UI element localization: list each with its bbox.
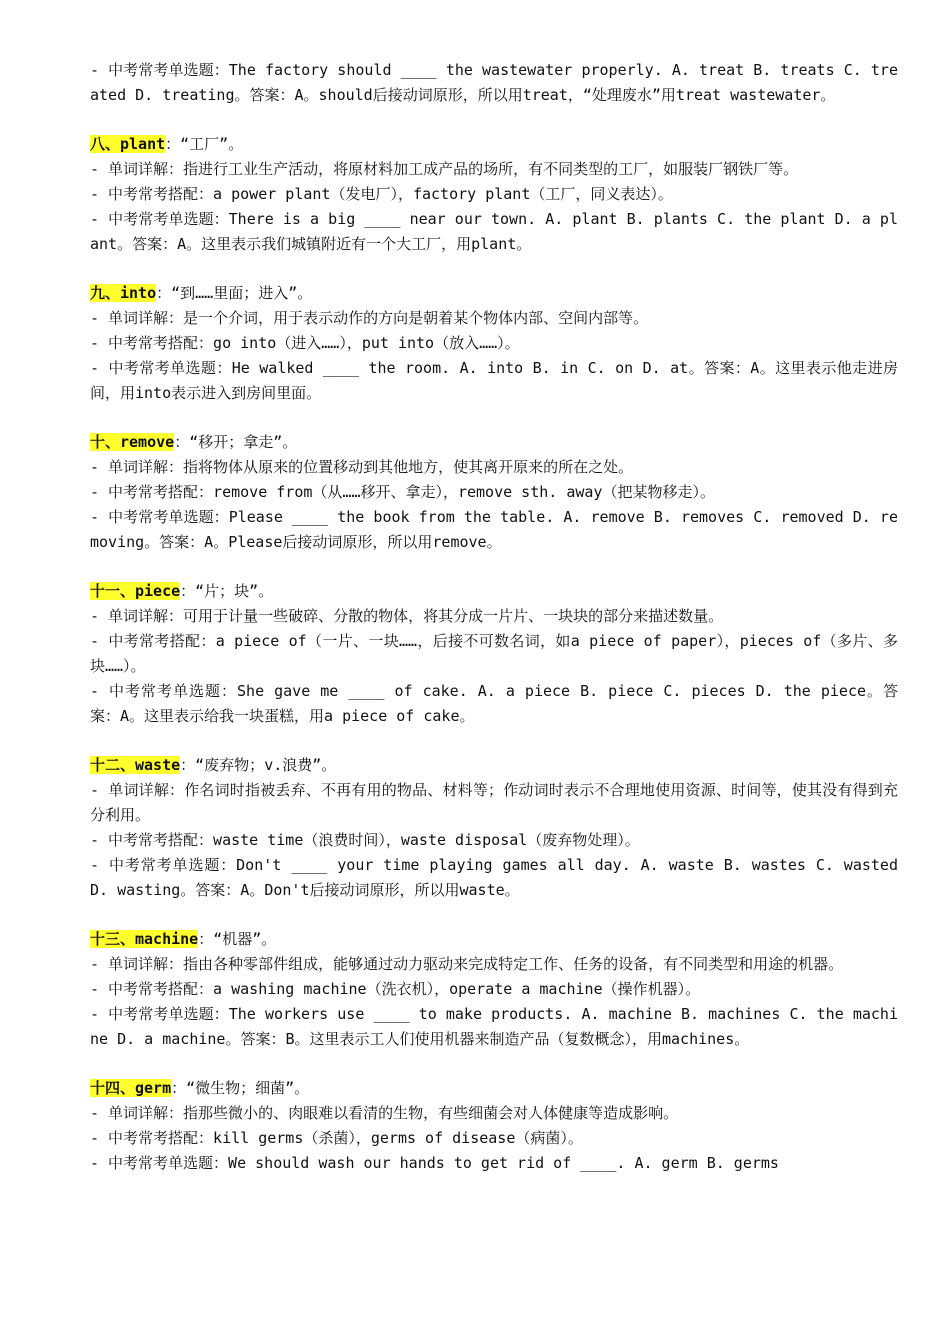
entry-detail: - 单词详解：指进行工业生产活动，将原材料加工成产品的场所，有不同类型的工厂，如服装厂钢铁厂等。	[90, 160, 799, 178]
entry-detail: - 单词详解：可用于计量一些破碎、分散的物体，将其分成一片片、一块块的部分来描述数量。	[90, 607, 724, 625]
document-page	[90, 58, 898, 1176]
entry-collocation: - 中考常考搭配：remove from（从……移开、拿走），remove sth. away（把某物移走）。	[90, 483, 715, 501]
entry-heading-line	[90, 927, 898, 952]
entry-heading: 十三、machine	[90, 930, 199, 948]
entry-heading: 十二、waste	[90, 756, 181, 774]
entry-heading-line	[90, 281, 898, 306]
entry-into	[90, 281, 898, 406]
entry-collocation: - 中考常考搭配：waste time（浪费时间），waste disposal（废弃物处理）。	[90, 831, 640, 849]
entry-meaning: ：“到……里面；进入”。	[156, 284, 313, 302]
entry-collocation: - 中考常考搭配：a washing machine（洗衣机），operate a machine（操作机器）。	[90, 980, 701, 998]
entry-detail: - 单词详解：指将物体从原来的位置移动到其他地方，使其离开原来的所在之处。	[90, 458, 634, 476]
entry-heading-line	[90, 1076, 898, 1101]
entry-question: - 中考常考单选题：She gave me ____ of cake. A. a piece B. piece C. pieces D. the piece。答案：A。这里表示给我一块蛋糕，用a piece of cake。	[90, 682, 898, 725]
entry-detail: - 单词详解：是一个介词，用于表示动作的方向是朝着某个物体内部、空间内部等。	[90, 309, 649, 327]
entry-collocation: - 中考常考搭配：a power plant（发电厂），factory plant（工厂，同义表达）。	[90, 185, 673, 203]
entry-collocation: - 中考常考搭配：kill germs（杀菌），germs of disease（病菌）。	[90, 1129, 583, 1147]
top-question: - 中考常考单选题：The factory should ____ the wastewater properly. A. treat B. treats C. treated D. treating。答案：A。should后接动词原形，所以用treat，“处理废水”用treat wastewater。	[90, 61, 898, 104]
entry-meaning: ：“机器”。	[198, 930, 277, 948]
entry-question: - 中考常考单选题：The workers use ____ to make products. A. machine B. machines C. the machine D. a machine。答案：B。这里表示工人们使用机器来制造产品（复数概念），用machines。	[90, 1005, 898, 1048]
entry-heading: 十一、piece	[90, 582, 181, 600]
entry-plant	[90, 132, 898, 257]
entry-question: - 中考常考单选题：Please ____ the book from the table. A. remove B. removes C. removed D. removing。答案：A。Please后接动词原形，所以用remove。	[90, 508, 898, 551]
entry-waste	[90, 753, 898, 903]
entry-heading-line	[90, 579, 898, 604]
entry-detail: - 单词详解：作名词时指被丢弃、不再有用的物品、材料等；作动词时表示不合理地使用资源、时间等，使其没有得到充分利用。	[90, 781, 898, 824]
entry-detail: - 单词详解：指由各种零部件组成，能够通过动力驱动来完成特定工作、任务的设备，有不同类型和用途的机器。	[90, 955, 844, 973]
entry-meaning: ：“微生物；细菌”。	[171, 1079, 310, 1097]
entry-meaning: ：“片；块”。	[180, 582, 274, 600]
entry-collocation: - 中考常考搭配：go into（进入……），put into（放入……）。	[90, 334, 520, 352]
entry-heading: 十四、germ	[90, 1079, 172, 1097]
entry-meaning: ：“移开；拿走”。	[174, 433, 298, 451]
entry-question: - 中考常考单选题：He walked ____ the room. A. into B. in C. on D. at。答案：A。这里表示他走进房间，用into表示进入到房间里面。	[90, 359, 898, 402]
entry-heading: 八、plant	[90, 135, 166, 153]
entry-meaning: ：“废弃物；v.浪费”。	[180, 756, 337, 774]
entry-heading-line	[90, 753, 898, 778]
entry-piece	[90, 579, 898, 729]
entry-meaning: ：“工厂”。	[165, 135, 244, 153]
entry-remove	[90, 430, 898, 555]
entry-detail: - 单词详解：指那些微小的、肉眼难以看清的生物，有些细菌会对人体健康等造成影响。	[90, 1104, 679, 1122]
entry-question: - 中考常考单选题：There is a big ____ near our town. A. plant B. plants C. the plant D. a plant。答案：A。这里表示我们城镇附近有一个大工厂，用plant。	[90, 210, 898, 253]
entry-question: - 中考常考单选题：We should wash our hands to get rid of ____. A. germ B. germs	[90, 1154, 779, 1172]
entry-collocation: - 中考常考搭配：a piece of（一片、一块……，后接不可数名词，如a piece of paper），pieces of（多片、多块……）。	[90, 632, 898, 675]
entry-germ	[90, 1076, 898, 1176]
entry-heading-line	[90, 430, 898, 455]
entry-question: - 中考常考单选题：Don't ____ your time playing games all day. A. waste B. wastes C. wasted D. wasting。答案：A。Don't后接动词原形，所以用waste。	[90, 856, 898, 899]
entry-heading-line	[90, 132, 898, 157]
entry-heading: 九、into	[90, 284, 157, 302]
entry-heading: 十、remove	[90, 433, 175, 451]
entry-machine	[90, 927, 898, 1052]
